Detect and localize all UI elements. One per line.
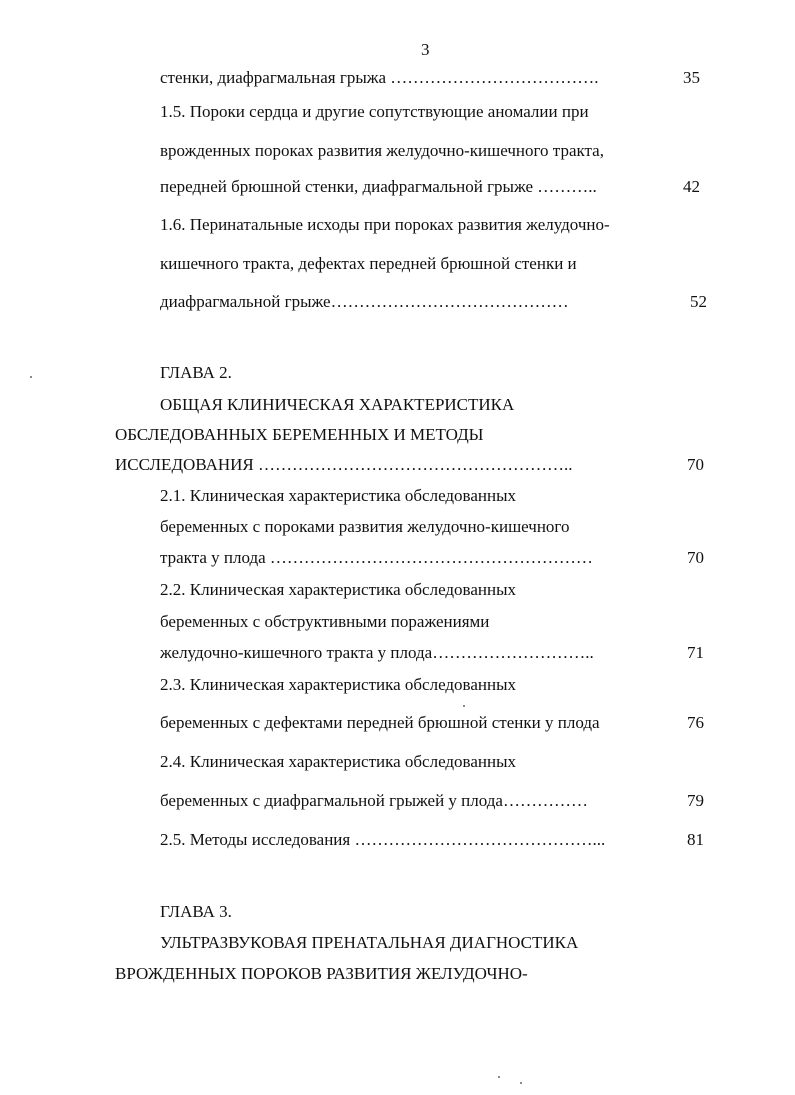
toc-line: кишечного тракта, дефектах передней брюшной стенки и [160, 254, 577, 273]
toc-line: беременных с пороками развития желудочно-кишечного [160, 517, 570, 536]
toc-line: беременных с диафрагмальной грыжей у плода…………… [160, 791, 588, 810]
scan-speck [30, 376, 32, 378]
toc-line: 1.6. Перинатальные исходы при пороках развития желудочно- [160, 215, 610, 234]
toc-line: 2.1. Клиническая характеристика обследованных [160, 486, 517, 505]
toc-page-number: 70 [687, 455, 704, 474]
chapter-title: ИССЛЕДОВАНИЯ ……………………………………………….. [115, 455, 573, 474]
toc-page-number: 52 [690, 292, 707, 311]
chapter-title: ОБЩАЯ КЛИНИЧЕСКАЯ ХАРАКТЕРИСТИКА [160, 395, 515, 414]
chapter-title: ОБСЛЕДОВАННЫХ БЕРЕМЕННЫХ И МЕТОДЫ [115, 425, 484, 444]
toc-line: врожденных пороках развития желудочно-кишечного тракта, [160, 141, 604, 160]
toc-line: желудочно-кишечного тракта у плода……………………….. [160, 643, 594, 662]
toc-line: диафрагмальной грыже…………………………………… [160, 292, 569, 311]
toc-line: 1.5. Пороки сердца и другие сопутствующие аномалии при [160, 102, 589, 121]
chapter-heading: ГЛАВА 2. [160, 363, 232, 382]
toc-line: беременных с дефектами передней брюшной стенки у плода [160, 713, 600, 732]
toc-line: 2.3. Клиническая характеристика обследованных [160, 675, 517, 694]
toc-page-number: 81 [687, 830, 704, 849]
toc-page-number: 70 [687, 548, 704, 567]
toc-page-number: 35 [683, 68, 700, 87]
toc-line: тракта у плода ………………………………………………… [160, 548, 593, 567]
toc-page-number: 42 [683, 177, 700, 196]
toc-line: стенки, диафрагмальная грыжа ………………………………. [160, 68, 599, 87]
toc-line: 2.2. Клиническая характеристика обследованных [160, 580, 517, 599]
toc-page-number: 79 [687, 791, 704, 810]
toc-page-number: 76 [687, 713, 704, 732]
toc-page-number: 71 [687, 643, 704, 662]
chapter-title: ВРОЖДЕННЫХ ПОРОКОВ РАЗВИТИЯ ЖЕЛУДОЧНО- [115, 964, 528, 983]
chapter-title: УЛЬТРАЗВУКОВАЯ ПРЕНАТАЛЬНАЯ ДИАГНОСТИКА [160, 933, 579, 952]
toc-line: беременных с обструктивными поражениями [160, 612, 490, 631]
scan-speck [463, 705, 465, 707]
toc-line: 2.4. Клиническая характеристика обследованных [160, 752, 517, 771]
scan-speck [520, 1082, 522, 1084]
scan-speck [498, 1076, 500, 1078]
chapter-heading: ГЛАВА 3. [160, 902, 232, 921]
page-number: 3 [421, 40, 430, 59]
toc-line: передней брюшной стенки, диафрагмальной грыже ……….. [160, 177, 597, 196]
toc-line: 2.5. Методы исследования ……………………………………... [160, 830, 606, 849]
